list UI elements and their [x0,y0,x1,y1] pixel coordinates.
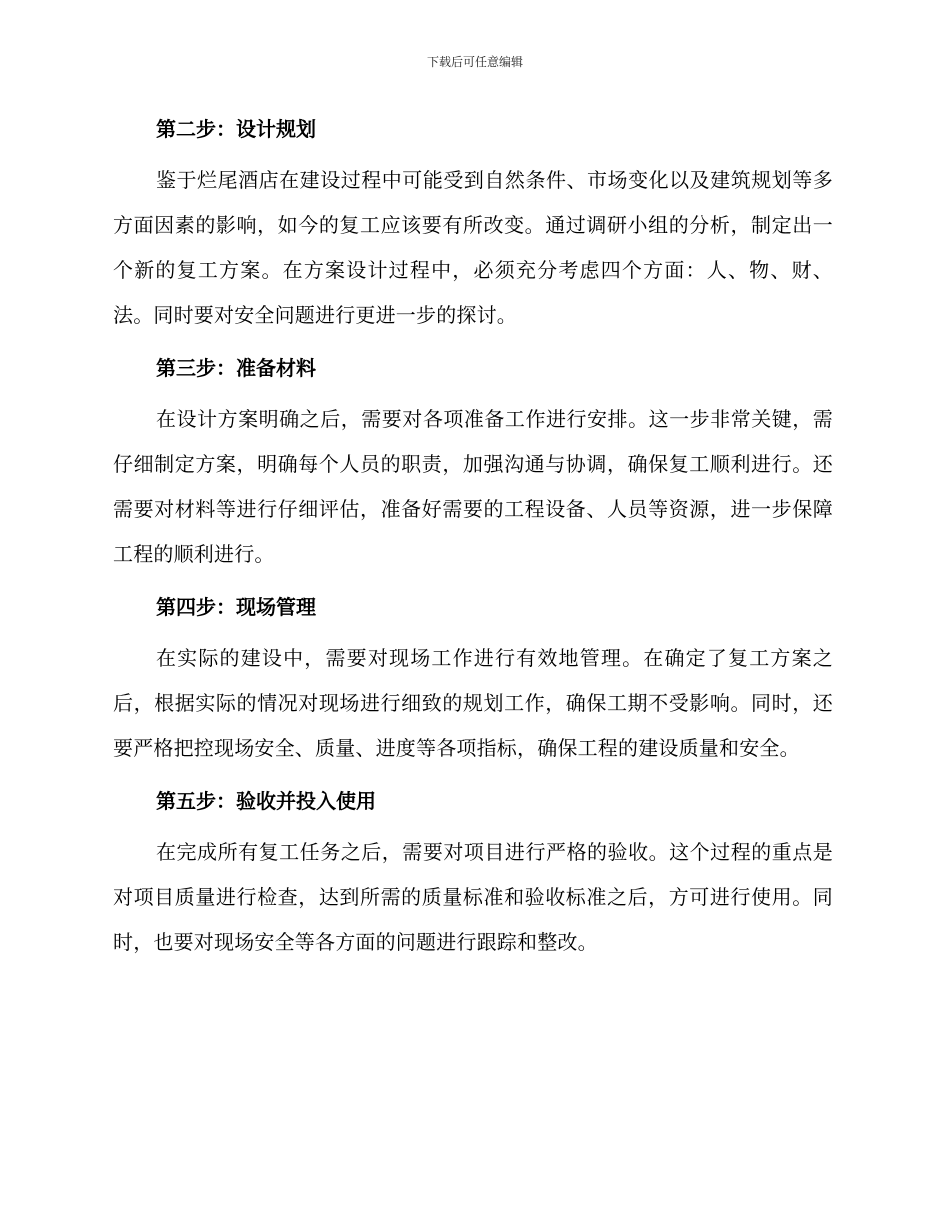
section-heading-step-4: 第四步：现场管理 [156,595,316,619]
header-note: 下载后可任意编辑 [426,55,523,69]
section-heading-step-2: 第二步：设计规划 [156,117,316,141]
document-body [113,114,833,980]
section-paragraph-step-3: 在设计方案明确之后，需要对各项准备工作进行安排。这一步非常关键，需仔细制定方案，明确每个人员的职责，加强沟通与协调，确保复工顺利进行。还需要对材料等进行仔细评估，准备好需要的工程设备、人员等资源，进一步保障工程的顺利进行。 [113,407,833,566]
section-heading-step-3: 第三步：准备材料 [156,356,316,380]
section-paragraph-step-4: 在实际的建设中，需要对现场工作进行有效地管理。在确定了复工方案之后，根据实际的情况对现场进行细致的规划工作，确保工期不受影响。同时，还要严格把控现场安全、质量、进度等各项指标，确保工程的建设质量和安全。 [113,646,833,760]
section-heading-step-5: 第五步：验收并投入使用 [156,789,376,813]
section-paragraph-step-5: 在完成所有复工任务之后，需要对项目进行严格的验收。这个过程的重点是对项目质量进行检查，达到所需的质量标准和验收标准之后，方可进行使用。同时，也要对现场安全等各方面的问题进行跟踪和整改。 [113,840,833,954]
section-paragraph-step-2: 鉴于烂尾酒店在建设过程中可能受到自然条件、市场变化以及建筑规划等多方面因素的影响，如今的复工应该要有所改变。通过调研小组的分析，制定出一个新的复工方案。在方案设计过程中，必须充分考虑四个方面：人、物、财、法。同时要对安全问题进行更进一步的探讨。 [113,168,833,327]
